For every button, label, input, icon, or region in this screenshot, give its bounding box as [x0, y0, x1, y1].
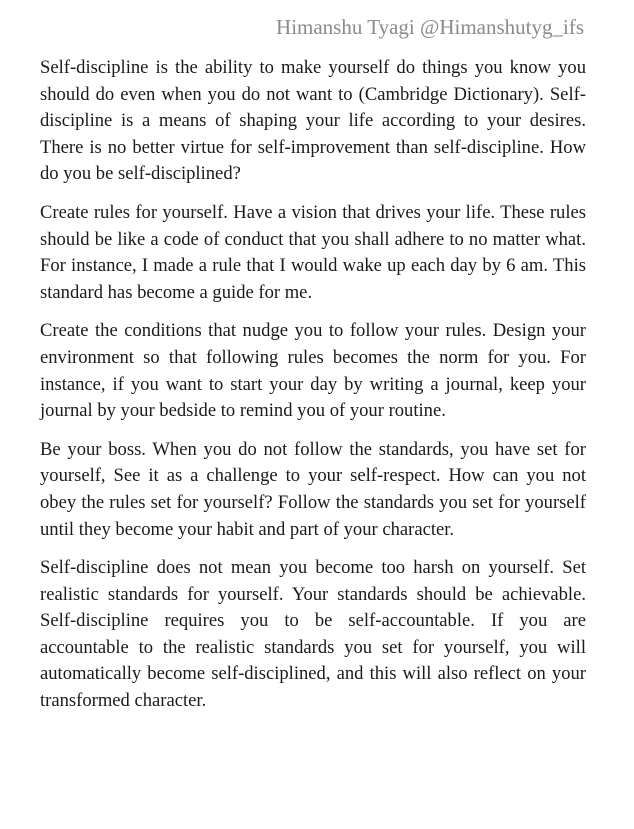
paragraph-4: Be your boss. When you do not follow the standards, you have set for yourself, See it as a challenge to your self-respect. How can you not obey the rules set for yourself? Follow the standards you set for yourself until they become your habit and part of your character.: [40, 438, 586, 540]
article-body: [40, 55, 586, 727]
paragraph-5: Self-discipline does not mean you become too harsh on yourself. Set realistic standards for yourself. Your standards should be achievable. Self-discipline requires you to be self-accountable. If you are accountable to the realistic standards you set for yourself, you will automatically become self-disciplined, and this will also reflect on your transformed character.: [40, 557, 586, 712]
paragraph-2: Create rules for yourself. Have a vision that drives your life. These rules should be like a code of conduct that you shall adhere to no matter what. For instance, I made a rule that I would wake up each day by 6 am. This standard has become a guide for me.: [40, 201, 586, 303]
paragraph-3: Create the conditions that nudge you to follow your rules. Design your environment so that following rules becomes the norm for you. For instance, if you want to start your day by writing a journal, keep your journal by your bedside to remind you of your routine.: [40, 320, 586, 422]
paragraph-1: Self-discipline is the ability to make yourself do things you know you should do even when you do not want to (Cambridge Dictionary). Self-discipline is a means of shaping your life according to your desires. There is no better virtue for self-improvement than self-discipline. How do you be self-disciplined?: [40, 57, 586, 185]
author-handle: Himanshu Tyagi @Himanshutyg_ifs: [276, 15, 584, 39]
